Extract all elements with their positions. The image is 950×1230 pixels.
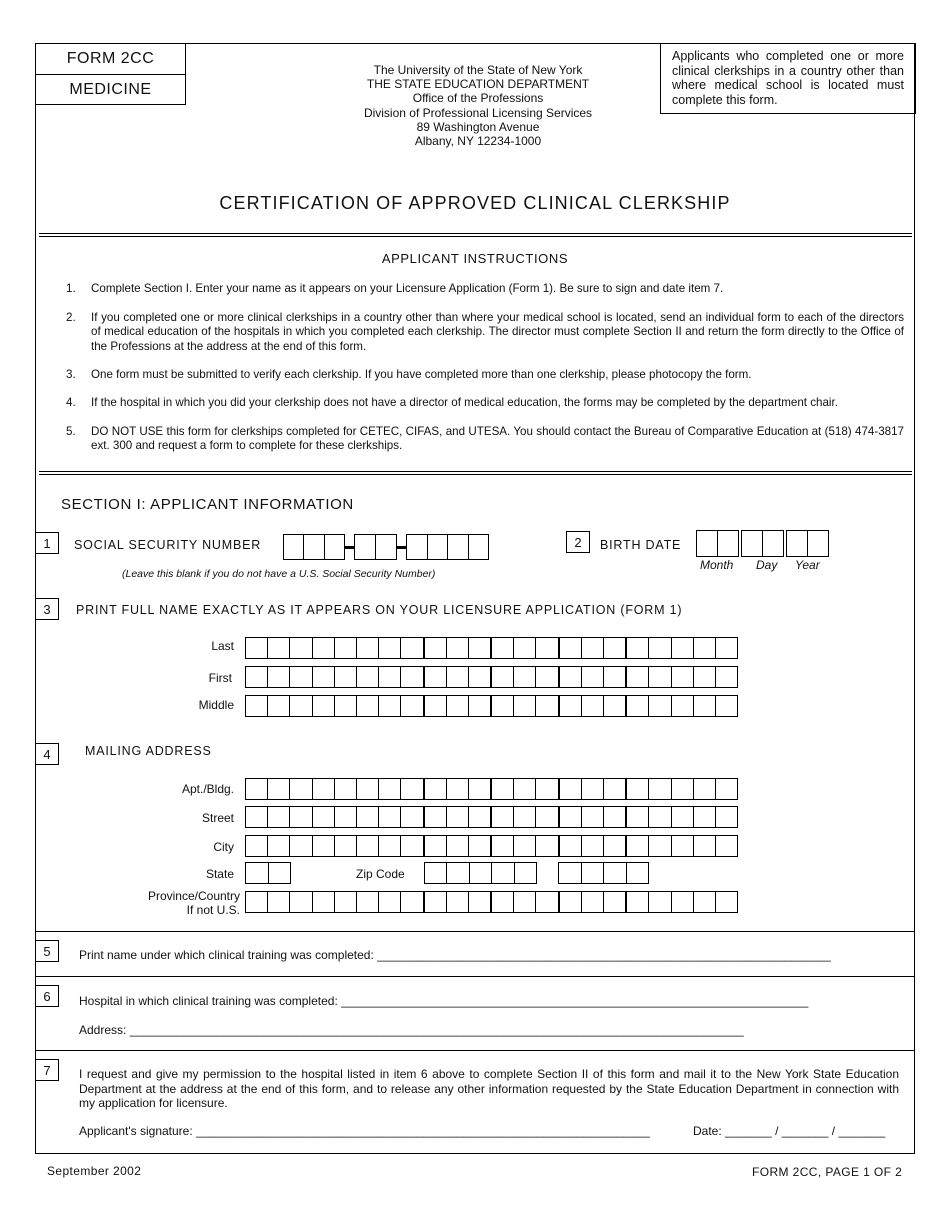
char-box[interactable] [469,535,489,559]
char-box[interactable] [492,836,514,856]
char-box[interactable] [469,779,492,799]
char-box[interactable] [627,779,649,799]
char-box[interactable] [325,535,344,559]
char-box[interactable] [604,779,627,799]
char-box[interactable] [627,892,649,912]
char-box[interactable] [470,863,492,883]
char-box[interactable] [672,638,694,658]
char-box[interactable] [290,807,312,827]
item-number: 6 [35,985,59,1007]
header-line: Office of the Professions [412,91,544,106]
ssn-label: SOCIAL SECURITY NUMBER [74,538,262,552]
char-box[interactable] [627,836,649,856]
char-box[interactable] [492,892,514,912]
char-box[interactable] [604,807,627,827]
char-box[interactable] [694,807,716,827]
char-box[interactable] [536,836,559,856]
char-box[interactable] [290,638,312,658]
item-number: 1 [35,532,59,554]
char-box[interactable] [604,638,627,658]
char-box[interactable] [268,836,290,856]
char-box[interactable] [313,807,335,827]
middle-name-label: Middle [198,698,234,712]
char-box[interactable] [694,667,716,687]
char-box[interactable] [514,667,536,687]
char-box[interactable] [560,638,582,658]
form-code-box [35,43,186,105]
char-box[interactable] [514,779,536,799]
char-box[interactable] [672,836,694,856]
state-boxes[interactable] [245,862,291,884]
char-box[interactable] [536,638,559,658]
char-box[interactable] [268,807,290,827]
province-label [40,889,240,917]
char-box[interactable] [560,836,582,856]
char-box[interactable] [401,667,424,687]
char-box[interactable] [672,807,694,827]
char-box[interactable] [246,836,268,856]
char-box[interactable] [313,779,335,799]
char-box[interactable] [649,836,671,856]
last-name-boxes[interactable] [245,637,738,659]
char-box[interactable] [357,638,379,658]
char-box[interactable] [649,696,671,716]
char-box[interactable] [694,836,716,856]
char-box[interactable] [401,696,424,716]
char-box[interactable] [559,863,582,883]
instruction-number: 4. [66,396,76,409]
applicability-notice: Applicants who completed one or more clinical clerkships in a country other than where medical school is located must complete this form. [660,43,916,114]
char-box[interactable] [335,779,357,799]
char-box[interactable] [560,696,582,716]
instruction-number: 1. [66,282,76,295]
char-box[interactable] [469,892,492,912]
char-box[interactable] [357,892,379,912]
ssn-group-boxes[interactable] [354,534,397,560]
char-box[interactable] [447,892,469,912]
char-box[interactable] [492,779,514,799]
char-box[interactable] [514,836,536,856]
char-box[interactable] [514,807,536,827]
char-box[interactable] [649,807,671,827]
section-divider [35,976,915,977]
permission-statement: I request and give my permission to the hospital listed in item 6 above to complete Section II of this form and mail it to the New York State Education Department at the address at the end of this form, and to release any other information requested by the State Education Department in connection with my application for licensure. [79,1067,899,1110]
zip-boxes[interactable] [424,862,537,884]
instruction-text: One form must be submitted to verify each clerkship. If you have completed more than one clerkship, please photocopy the form. [91,368,752,381]
char-box[interactable] [560,892,582,912]
instruction-item [66,396,904,410]
section-1-title: SECTION I: APPLICANT INFORMATION [61,496,354,513]
char-box[interactable] [447,779,469,799]
char-box[interactable] [514,638,536,658]
signature-field[interactable]: Applicant's signature: ____________________________________________________________________ [79,1124,650,1138]
zip-label: Zip Code [356,867,405,881]
char-box[interactable] [357,667,379,687]
char-box[interactable] [401,836,424,856]
char-box[interactable] [269,863,291,883]
char-box[interactable] [313,667,335,687]
char-box[interactable] [627,807,649,827]
char-box[interactable] [582,836,604,856]
char-box[interactable] [560,779,582,799]
char-box[interactable] [447,863,469,883]
char-box[interactable] [313,638,335,658]
char-box[interactable] [582,779,604,799]
char-box[interactable] [716,696,737,716]
char-box[interactable] [536,779,559,799]
middle-name-boxes[interactable] [245,695,738,717]
char-box[interactable] [304,535,324,559]
char-box[interactable] [268,667,290,687]
char-box[interactable] [716,807,737,827]
header-line: Albany, NY 12234-1000 [414,134,542,149]
birth-month-boxes[interactable] [696,530,739,557]
char-box[interactable] [627,638,649,658]
char-box[interactable] [604,863,627,883]
char-box[interactable] [379,667,401,687]
char-box[interactable] [246,667,268,687]
full-name-label: PRINT FULL NAME EXACTLY AS IT APPEARS ON YOUR LICENSURE APPLICATION (FORM 1) [76,603,683,617]
char-box[interactable] [604,892,627,912]
char-box[interactable] [469,696,492,716]
char-box[interactable] [560,807,582,827]
mailing-address-label: MAILING ADDRESS [85,744,212,758]
apt-boxes[interactable] [245,778,738,800]
item-number: 7 [35,1059,59,1081]
char-box[interactable] [514,696,536,716]
ssn-separator [397,546,406,549]
char-box[interactable] [401,638,424,658]
instruction-item [66,368,904,382]
state-label: State [205,867,234,881]
char-box[interactable] [268,892,290,912]
char-box[interactable] [649,638,671,658]
signature-date-field[interactable]: Date: _______ / _______ / _______ [693,1124,886,1138]
char-box[interactable] [335,892,357,912]
province-label-line2: If not U.S. [186,903,240,917]
birth-day-caption: Day [756,558,778,572]
last-name-label: Last [211,639,234,653]
char-box[interactable] [425,807,447,827]
char-box[interactable] [582,863,605,883]
section-divider [35,1050,915,1051]
char-box[interactable] [290,892,312,912]
char-box[interactable] [425,696,447,716]
double-rule [39,233,912,237]
char-box[interactable] [290,779,312,799]
city-label: City [213,840,234,854]
char-box[interactable] [425,892,447,912]
agency-header [330,63,626,148]
street-label: Street [201,811,234,825]
instruction-text: If you completed one or more clinical clerkships in a country other than where your medical school is located, send an individual form to each of the directors of medical education of the hospitals in which you completed each clerkship. The director must complete Section II and return the form directly to the Office of the Professions at the address at the end of this form. [91,311,904,353]
char-box[interactable] [246,779,268,799]
footer-page: FORM 2CC, PAGE 1 OF 2 [752,1165,903,1179]
char-box[interactable] [335,667,357,687]
header-line: Division of Professional Licensing Services [363,105,593,120]
header-line: 89 Washington Avenue [416,119,540,134]
char-box[interactable] [447,696,469,716]
birth-year-caption: Year [795,558,820,572]
hospital-field[interactable]: Hospital in which clinical training was completed: ______________________________________________________________________ [79,994,809,1008]
char-box[interactable] [290,667,312,687]
char-box[interactable] [649,779,671,799]
item-number: 5 [35,940,59,962]
char-box[interactable] [515,863,536,883]
char-box[interactable] [335,807,357,827]
header-line: The University of the State of New York [373,63,583,77]
instruction-number: 5. [66,425,76,438]
instruction-number: 3. [66,368,76,381]
char-box[interactable] [313,836,335,856]
char-box[interactable] [536,892,559,912]
char-box[interactable] [604,696,627,716]
char-box[interactable] [694,779,716,799]
birth-year-boxes[interactable] [786,530,829,557]
double-rule [39,471,912,475]
char-box[interactable] [447,836,469,856]
instruction-item [66,425,904,454]
char-box[interactable] [379,836,401,856]
char-box[interactable] [716,638,737,658]
char-box[interactable] [357,807,379,827]
char-box[interactable] [604,836,627,856]
char-box[interactable] [401,779,424,799]
char-box[interactable] [246,638,268,658]
char-box[interactable] [536,667,559,687]
char-box[interactable] [335,836,357,856]
char-box[interactable] [716,779,737,799]
char-box[interactable] [582,696,604,716]
char-box[interactable] [694,638,716,658]
char-box[interactable] [627,863,649,883]
char-box[interactable] [425,779,447,799]
char-box[interactable] [290,696,312,716]
char-box[interactable] [335,696,357,716]
char-box[interactable] [560,667,582,687]
char-box[interactable] [469,667,492,687]
apt-label: Apt./Bldg. [181,782,234,796]
char-box[interactable] [697,531,718,556]
char-box[interactable] [379,892,401,912]
form-title: CERTIFICATION OF APPROVED CLINICAL CLERKSHIP [219,193,731,213]
char-box[interactable] [268,696,290,716]
char-box[interactable] [694,892,716,912]
char-box[interactable] [425,836,447,856]
char-box[interactable] [694,696,716,716]
instruction-text: Complete Section I. Enter your name as it appears on your Licensure Application (Form 1). Be sure to sign and date item 7. [91,282,724,295]
birth-month-caption: Month [700,558,734,572]
char-box[interactable] [335,638,357,658]
char-box[interactable] [787,531,808,556]
char-box[interactable] [379,779,401,799]
char-box[interactable] [313,696,335,716]
char-box[interactable] [425,863,447,883]
char-box[interactable] [582,892,604,912]
char-box[interactable] [808,531,828,556]
char-box[interactable] [627,696,649,716]
form-code: FORM 2CC [36,44,185,75]
char-box[interactable] [284,535,304,559]
char-box[interactable] [268,779,290,799]
char-box[interactable] [469,807,492,827]
char-box[interactable] [447,638,469,658]
char-box[interactable] [425,667,447,687]
char-box[interactable] [379,807,401,827]
char-box[interactable] [672,667,694,687]
char-box[interactable] [379,696,401,716]
section-divider [35,931,915,932]
char-box[interactable] [716,892,737,912]
char-box[interactable] [268,638,290,658]
char-box[interactable] [428,535,449,559]
char-box[interactable] [469,836,492,856]
char-box[interactable] [716,667,737,687]
first-name-boxes[interactable] [245,666,738,688]
ssn-separator [345,546,354,549]
instruction-text: If the hospital in which you did your clerkship does not have a director of medical education, the forms may be completed by the department chair. [91,396,838,409]
first-name-label: First [208,671,232,685]
char-box[interactable] [448,535,469,559]
char-box[interactable] [627,667,649,687]
ssn-note: (Leave this blank if you do not have a U.S. Social Security Number) [122,568,436,580]
char-box[interactable] [672,892,694,912]
training-name-field[interactable]: Print name under which clinical training was completed: ____________________________________________________________________ [79,948,831,962]
birth-day-boxes[interactable] [741,530,784,557]
char-box[interactable] [514,892,536,912]
char-box[interactable] [357,779,379,799]
birth-date-label: BIRTH DATE [600,538,682,552]
char-box[interactable] [379,638,401,658]
char-box[interactable] [492,696,514,716]
char-box[interactable] [672,696,694,716]
instruction-number: 2. [66,311,76,324]
char-box[interactable] [742,531,763,556]
char-box[interactable] [718,531,738,556]
char-box[interactable] [401,892,424,912]
char-box[interactable] [246,807,268,827]
char-box[interactable] [763,531,783,556]
char-box[interactable] [401,807,424,827]
street-boxes[interactable] [245,806,738,828]
province-label-line1: Province/Country [147,889,240,903]
item-number: 2 [566,531,590,553]
item-number: 3 [35,598,59,620]
char-box[interactable] [492,667,514,687]
char-box[interactable] [582,667,604,687]
char-box[interactable] [447,807,469,827]
footer-date: September 2002 [47,1164,142,1178]
char-box[interactable] [492,638,514,658]
char-box[interactable] [447,667,469,687]
char-box[interactable] [355,535,376,559]
char-box[interactable] [376,535,396,559]
char-box[interactable] [604,667,627,687]
char-box[interactable] [492,863,514,883]
char-box[interactable] [407,535,428,559]
ssn-area-boxes[interactable] [283,534,345,560]
header-line: THE STATE EDUCATION DEPARTMENT [366,77,590,92]
char-box[interactable] [672,779,694,799]
char-box[interactable] [582,638,604,658]
zip-plus4-boxes[interactable] [558,862,649,884]
char-box[interactable] [649,892,671,912]
char-box[interactable] [246,696,268,716]
item-number: 4 [35,743,59,765]
city-boxes[interactable] [245,835,738,857]
char-box[interactable] [357,836,379,856]
char-box[interactable] [357,696,379,716]
char-box[interactable] [536,696,559,716]
char-box[interactable] [290,836,312,856]
instructions-heading: APPLICANT INSTRUCTIONS [381,251,569,266]
hospital-address-field[interactable]: Address: ____________________________________________________________________________________________ [79,1023,744,1037]
char-box[interactable] [469,638,492,658]
ssn-serial-boxes[interactable] [406,534,489,560]
char-box[interactable] [492,807,514,827]
char-box[interactable] [246,863,269,883]
province-country-boxes[interactable] [245,891,738,913]
instruction-text: DO NOT USE this form for clerkships completed for CETEC, CIFAS, and UTESA. You should contact the Bureau of Comparative Education at (518) 474-3817 ext. 300 and request a form to complete for these clerkships. [91,425,904,453]
char-box[interactable] [313,892,335,912]
char-box[interactable] [716,836,737,856]
char-box[interactable] [582,807,604,827]
instruction-item [66,282,904,296]
instruction-item [66,311,904,354]
char-box[interactable] [246,892,268,912]
form-profession: MEDICINE [69,81,152,98]
char-box[interactable] [649,667,671,687]
char-box[interactable] [425,638,447,658]
char-box[interactable] [536,807,559,827]
